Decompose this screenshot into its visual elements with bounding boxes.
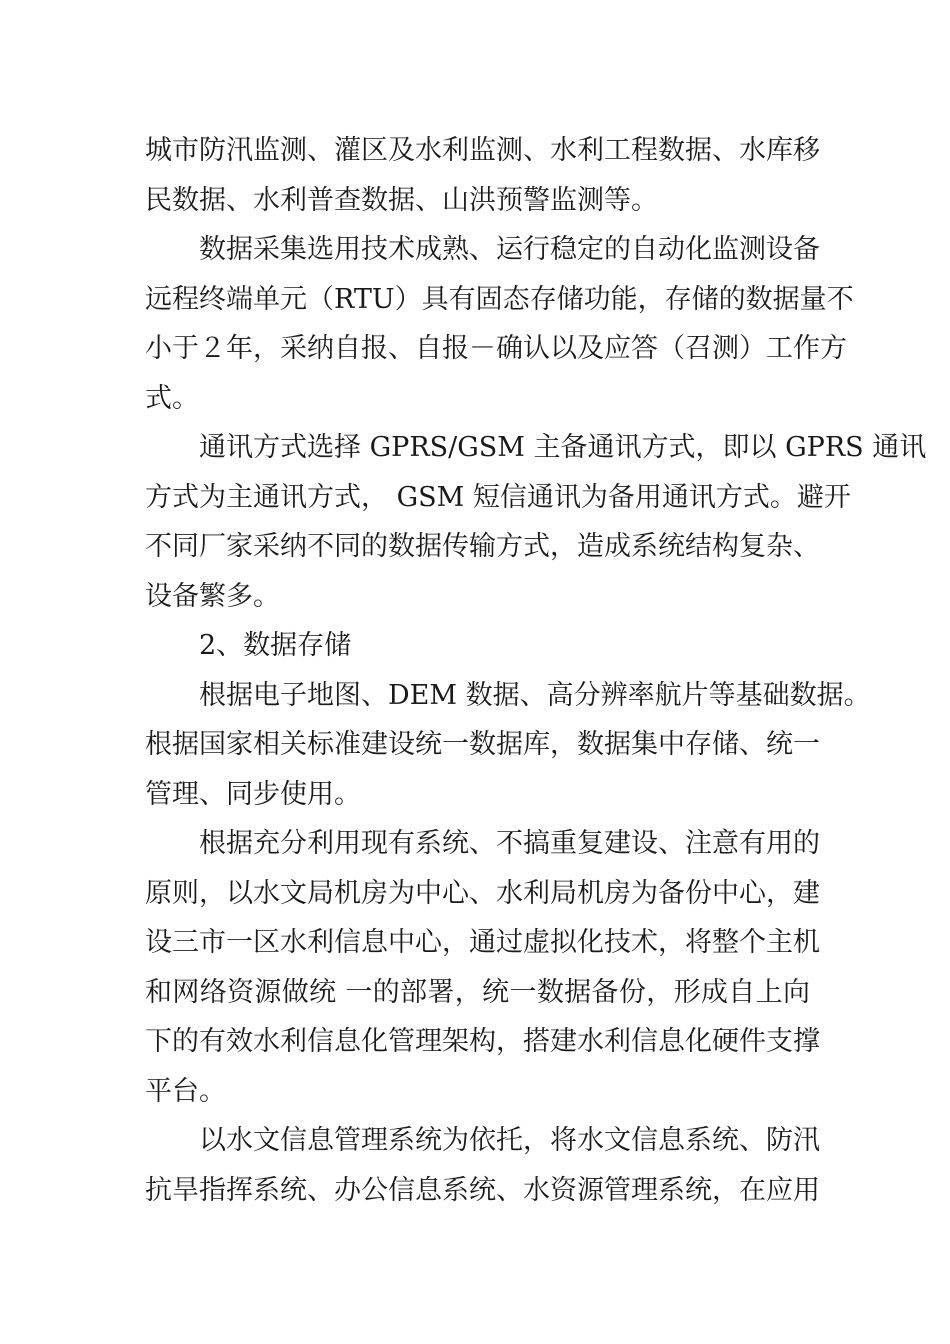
- paragraph-start-line: 通讯方式选择 GPRS/GSM 主备通讯方式，即以 GPRS 通讯: [199, 432, 927, 463]
- section-heading: 2、数据存储: [199, 630, 352, 661]
- text-line: 原则，以水文局机房为中心、水利局机房为备份中心，建: [145, 877, 820, 909]
- text-line: 小于２年，采纳自报、自报－确认以及应答（召测）工作方: [145, 333, 847, 364]
- text-line: 抗旱指挥系统、办公信息系统、水资源管理系统，在应用: [145, 1174, 820, 1206]
- paragraph-start-line: 数据采集选用技术成熟、运行稳定的自动化监测设备: [199, 234, 820, 265]
- text-line: 和网络资源做统 一的部署，统一数据备份，形成自上向: [145, 976, 810, 1008]
- text-line: 设备繁多。: [145, 580, 280, 612]
- text-line: 管理、同步使用。: [145, 778, 361, 810]
- text-line: 远程终端单元（RTU）具有固态存储功能，存储的数据量不: [145, 283, 854, 315]
- text-line: 平台。: [145, 1075, 226, 1107]
- text-line: 不同厂家采纳不同的数据传输方式，造成系统结构复杂、: [145, 531, 820, 562]
- body-text: [145, 126, 927, 1215]
- text-line: 下的有效水利信息化管理架构，搭建水利信息化硬件支撑: [145, 1026, 820, 1057]
- text-line: 根据国家相关标准建设统一数据库，数据集中存储、统一: [145, 729, 820, 760]
- paragraph-start-line: 以水文信息管理系统为依托，将水文信息系统、防汛: [199, 1125, 820, 1156]
- paragraph-start-line: 根据电子地图、DEM 数据、高分辨率航片等基础数据。: [199, 679, 871, 711]
- text-line: 城市防汛监测、灌区及水利监测、水利工程数据、水库移: [145, 135, 820, 166]
- text-line: 式。: [145, 382, 199, 414]
- text-line: 方式为主通讯方式， GSM 短信通讯为备用通讯方式。避开: [145, 481, 851, 513]
- text-line: 民数据、水利普查数据、山洪预警监测等。: [145, 184, 658, 216]
- paragraph-start-line: 根据充分利用现有系统、不搞重复建设、注意有用的: [199, 828, 820, 859]
- text-line: 设三市一区水利信息中心，通过虚拟化技术，将整个主机: [145, 927, 820, 958]
